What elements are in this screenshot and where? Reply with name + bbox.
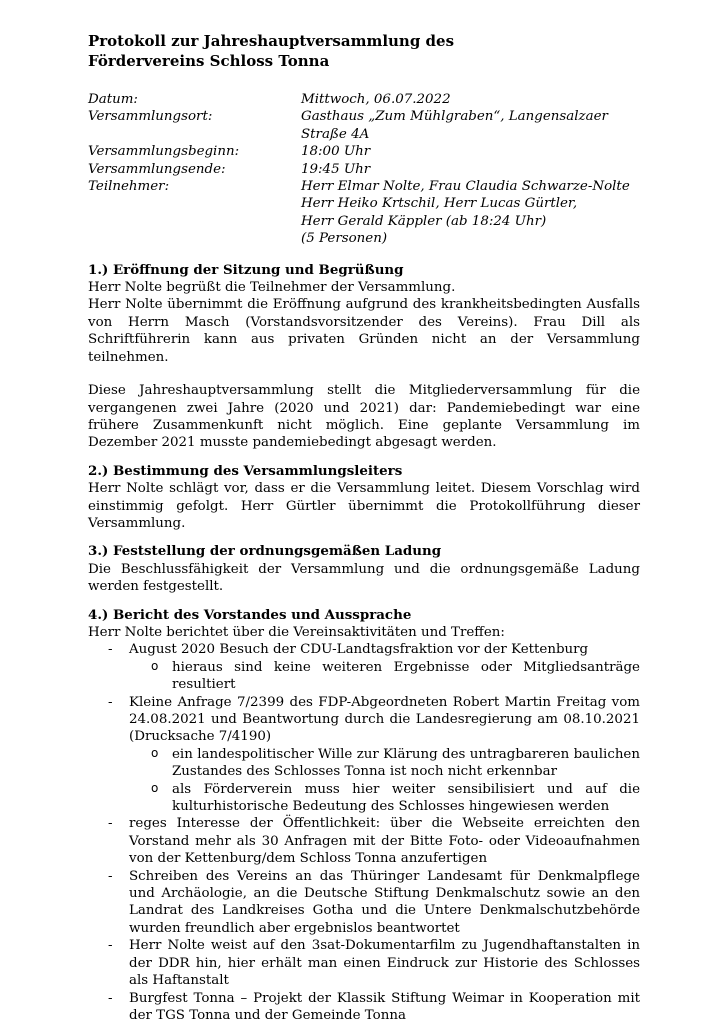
paragraph: Die Beschlussfähigkeit der Versammlung und die ordnungsgemäße Ladung werden festgestellt. [88,561,640,595]
meta-value: 18:00 Uhr [301,144,371,160]
meta-label [88,213,301,230]
meta-label [88,230,301,247]
section-heading: 3.) Feststellung der ordnungsgemäßen Ladung [88,543,442,560]
meta-value: Herr Heiko Krtschil, Herr Lucas Gürtler, [301,196,578,212]
list-item-text: August 2020 Besuch der CDU-Landtagsfraktion vor der Kettenburg [129,642,589,658]
sub-list-item: o als Förderverein muss hier weiter sensibilisiert und auf die kulturhistorische Bedeutung des Schlosses hingewiesen werden [151,781,640,816]
meta-row [88,143,640,160]
activity-list [88,641,640,1024]
paragraph: Herr Nolte begrüßt die Teilnehmer der Versammlung. [88,280,456,296]
sub-list [129,746,640,816]
sub-list [129,659,640,694]
meta-label: Versammlungsbeginn: [88,144,240,160]
meta-value: Gasthaus „Zum Mühlgraben“, Langensalzaer Straße 4A [301,109,608,142]
meta-value: Herr Gerald Käppler (ab 18:24 Uhr) [301,213,547,229]
list-item [108,641,640,693]
meta-value: Mittwoch, 06.07.2022 [301,92,451,107]
meta-label [88,195,301,212]
paragraph: Herr Nolte übernimmt die Eröffnung aufgrund des krankheitsbedingten Ausfalls von Herrn Masch (Vorstandsvorsitzender des Vereins). Frau Dill als Schriftführerin kann aus privaten Gründen nicht an der Versammlung teilnehmen. [88,297,640,365]
document-page [88,31,640,1024]
section-heading: 2.) Bestimmung des Versammlungsleiters [88,462,403,479]
sub-list-item: o ein landespolitischer Wille zur Klärung des untragbareren baulichen Zustandes des Schlosses Tonna ist noch nicht erkennbar [151,746,640,781]
meta-label: Datum: [88,92,138,107]
meta-table [88,91,640,248]
list-item-text: reges Interesse der Öffentlichkeit: über die Webseite erreichten den Vorstand mehr als 30 Anfragen mit der Bitte Foto- oder Videoaufnahmen von der Kettenburg/dem Schloss Tonna anzufertigen [129,816,640,867]
list-item [108,868,640,938]
section-heading: 1.) Eröffnung der Sitzung und Begrüßung [88,261,404,278]
list-item-text: Schreiben des Vereins an das Thüringer Landesamt für Denkmalpflege und Archäologie, an die Deutsche Stiftung Denkmalschutz sowie an den Landrat des Landkreises Gotha und die Untere Denkmalschutzbehörde wurden freundlich aber ergebnislos beantwortet [129,868,640,936]
meta-label: Teilnehmer: [88,179,170,195]
meta-row [88,178,640,195]
list-item [108,990,640,1024]
meta-label: Versammlungsende: [88,161,226,177]
list-item [108,694,640,816]
meta-value: (5 Personen) [301,231,388,247]
list-item [108,815,640,867]
list-item-text: Kleine Anfrage 7/2399 des FDP-Abgeordneten Robert Martin Freitag vom 24.08.2021 und Beantwortung durch die Landesregierung am 08.10.2021 (Drucksache 7/4190) [129,694,640,745]
meta-label: Versammlungsort: [88,109,213,125]
paragraph: Herr Nolte berichtet über die Vereinsaktivitäten und Treffen: [88,624,505,640]
meta-row [88,213,640,230]
section-heading: 4.) Bericht des Vorstandes und Aussprache [88,606,412,623]
meta-row [88,230,640,247]
title-line: Protokoll zur Jahreshauptversammlung des [88,32,455,50]
list-item-text: Herr Nolte weist auf den 3sat-Dokumentarfilm zu Jugendhaftanstalten in der DDR hin, hier erhält man einen Eindruck zur Historie des Schlosses als Haftanstalt [129,938,640,989]
meta-row [88,91,640,108]
sub-list-item: o hieraus sind keine weiteren Ergebnisse oder Mitgliedsanträge resultiert [151,659,640,694]
meta-value: Herr Elmar Nolte, Frau Claudia Schwarze-Nolte [301,179,630,195]
list-item-text: Burgfest Tonna – Projekt der Klassik Stiftung Weimar in Kooperation mit der TGS Tonna und der Gemeinde Tonna [129,990,640,1023]
meta-row [88,161,640,178]
meta-row [88,195,640,212]
paragraph: Herr Nolte schlägt vor, dass er die Versammlung leitet. Diesem Vorschlag wird einstimmig gefolgt. Herr Gürtler übernimmt die Protokollführung dieser Versammlung. [88,481,640,531]
meta-row [88,108,640,143]
paragraph: Diese Jahreshauptversammlung stellt die Mitgliederversammlung für die vergangenen zwei Jahre (2020 und 2021) dar: Pandemiebedingt war eine frühere Zusammenkunft nicht möglich. Eine geplante Versammlung im Dezember 2021 musste pandemiebedingt abgesagt werden. [88,383,640,451]
document-title [88,31,640,71]
list-item [108,937,640,989]
meta-value: 19:45 Uhr [301,161,371,177]
title-line: Fördervereins Schloss Tonna [88,52,330,70]
